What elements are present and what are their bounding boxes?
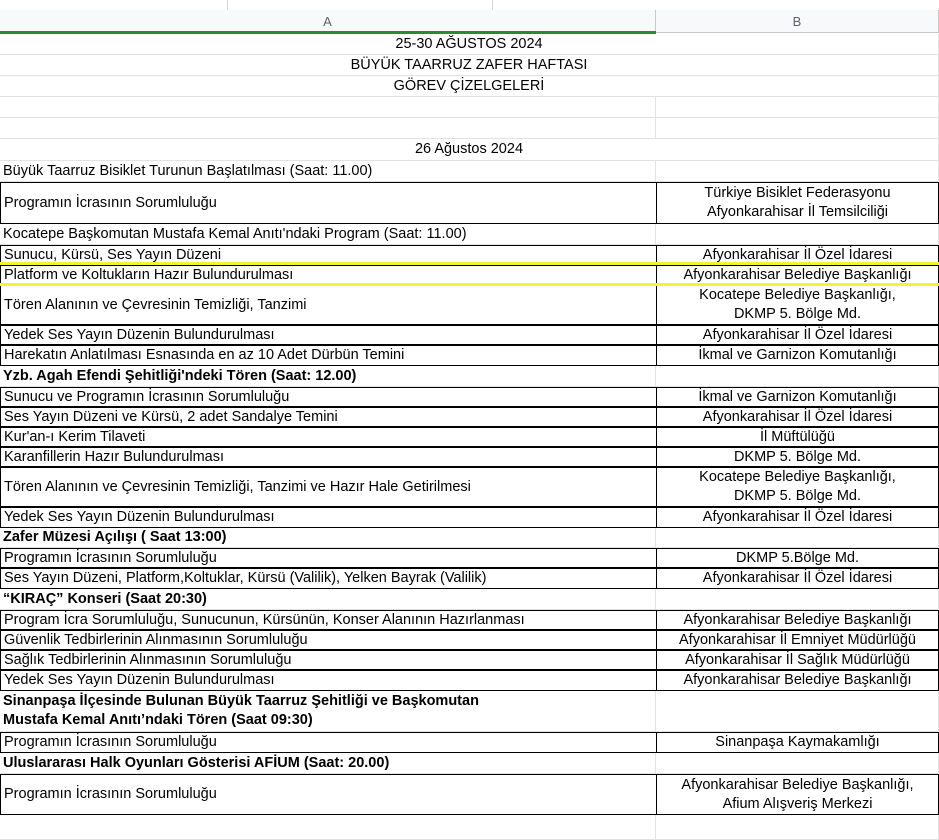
table-row: [0, 182, 939, 224]
task-cell[interactable]: Sunucu ve Programın İcrasının Sorumluluğu: [0, 387, 656, 407]
section-title[interactable]: Büyük Taarruz Bisiklet Turunun Başlatılması (Saat: 11.00): [0, 161, 656, 182]
task-cell[interactable]: Yedek Ses Yayın Düzenin Bulundurulması: [0, 670, 656, 691]
table-row: [0, 97, 939, 118]
task-cell[interactable]: Sağlık Tedbirlerinin Alınmasının Sorumluluğu: [0, 650, 656, 670]
highlight-line: [0, 283, 939, 286]
responsible-cell[interactable]: Afyonkarahisar İl Özel İdaresi: [656, 507, 939, 528]
table-row: [0, 345, 939, 366]
empty-cell[interactable]: [656, 528, 939, 548]
table-row: [0, 650, 939, 670]
task-cell[interactable]: Güvenlik Tedbirlerinin Alınmasının Sorumluluğu: [0, 630, 656, 650]
section-header-row: [0, 753, 939, 774]
title-date-range[interactable]: 25-30 AĞUSTOS 2024: [0, 34, 939, 55]
responsible-cell[interactable]: İkmal ve Garnizon Komutanlığı: [656, 345, 939, 366]
task-cell[interactable]: Kur'an-ı Kerim Tilaveti: [0, 427, 656, 447]
responsible-line: Türkiye Bisiklet Federasyonu: [704, 185, 891, 201]
divider: [227, 0, 228, 10]
empty-cell[interactable]: [656, 97, 939, 118]
empty-cell[interactable]: [656, 224, 939, 245]
table-row: [0, 427, 939, 447]
responsible-cell[interactable]: Sinanpaşa Kaymakamlığı: [656, 732, 939, 753]
task-cell[interactable]: Harekatın Anlatılması Esnasında en az 10 Adet Dürbün Temini: [0, 345, 656, 366]
schedule-date[interactable]: 26 Ağustos 2024: [0, 139, 939, 161]
section-title-line: Sinanpaşa İlçesinde Bulunan Büyük Taarruz Şehitliği ve Başkomutan: [3, 693, 479, 709]
empty-cell[interactable]: [656, 691, 939, 732]
table-row: [0, 265, 939, 285]
responsible-cell[interactable]: Afyonkarahisar İl Özel İdaresi: [656, 325, 939, 345]
responsible-cell[interactable]: Afyonkarahisar İl Sağlık Müdürlüğü: [656, 650, 939, 670]
responsible-cell[interactable]: [656, 774, 939, 815]
responsible-cell[interactable]: Afyonkarahisar Belediye Başkanlığı: [656, 670, 939, 691]
table-row: [0, 285, 939, 325]
section-header-row: [0, 589, 939, 610]
empty-cell[interactable]: [0, 118, 656, 139]
responsible-cell[interactable]: Afyonkarahisar İl Emniyet Müdürlüğü: [656, 630, 939, 650]
table-row: [0, 467, 939, 507]
section-title[interactable]: Yzb. Agah Efendi Şehitliği'ndeki Tören (Saat: 12.00): [0, 366, 656, 387]
table-row: [0, 815, 939, 840]
toolbar-edge: [0, 0, 939, 10]
table-row: [0, 55, 939, 76]
responsible-cell[interactable]: Afyonkarahisar Belediye Başkanlığı: [656, 610, 939, 630]
section-title[interactable]: [0, 691, 656, 732]
section-title[interactable]: Uluslararası Halk Oyunları Gösterisi AFİUM (Saat: 20.00): [0, 753, 656, 774]
responsible-cell[interactable]: İkmal ve Garnizon Komutanlığı: [656, 387, 939, 407]
table-row: [0, 76, 939, 97]
column-header-a[interactable]: A: [0, 10, 656, 33]
table-row: [0, 670, 939, 691]
table-row: [0, 447, 939, 467]
section-title[interactable]: Zafer Müzesi Açılışı ( Saat 13:00): [0, 528, 656, 548]
section-header-row: [0, 224, 939, 245]
divider: [492, 0, 493, 10]
responsible-line: DKMP 5. Bölge Md.: [733, 488, 862, 504]
task-cell[interactable]: Karanfillerin Hazır Bulundurulması: [0, 447, 656, 467]
task-cell[interactable]: Programın İcrasının Sorumluluğu: [0, 548, 656, 568]
table-row: [0, 568, 939, 589]
section-title[interactable]: “KIRAÇ” Konseri (Saat 20:30): [0, 589, 656, 610]
section-title-line: Mustafa Kemal Anıtı’ndaki Tören (Saat 09:30): [3, 712, 313, 728]
empty-cell[interactable]: [0, 815, 656, 840]
responsible-cell[interactable]: DKMP 5. Bölge Md.: [656, 447, 939, 467]
table-row: [0, 507, 939, 528]
responsible-cell[interactable]: İl Müftülüğü: [656, 427, 939, 447]
title-event[interactable]: BÜYÜK TAARRUZ ZAFER HAFTASI: [0, 55, 939, 76]
responsible-cell[interactable]: DKMP 5.Bölge Md.: [656, 548, 939, 568]
empty-cell[interactable]: [656, 366, 939, 387]
table-row: [0, 139, 939, 161]
responsible-cell[interactable]: Afyonkarahisar İl Özel İdaresi: [656, 245, 939, 265]
section-title[interactable]: Kocatepe Başkomutan Mustafa Kemal Anıtı'ndaki Program (Saat: 11.00): [0, 224, 656, 245]
task-cell[interactable]: Programın İcrasının Sorumluluğu: [0, 774, 656, 815]
responsible-line: Kocatepe Belediye Başkanlığı,: [699, 287, 896, 303]
responsible-line: DKMP 5. Bölge Md.: [733, 306, 862, 322]
task-cell[interactable]: Ses Yayın Düzeni, Platform,Koltuklar, Kürsü (Valilik), Yelken Bayrak (Valilik): [0, 568, 656, 589]
task-cell[interactable]: Platform ve Koltukların Hazır Bulundurulması: [0, 265, 656, 285]
section-header-row: [0, 528, 939, 548]
highlight-line: [0, 262, 939, 265]
title-schedule[interactable]: GÖREV ÇİZELGELERİ: [0, 76, 939, 97]
responsible-cell[interactable]: Afyonkarahisar Belediye Başkanlığı: [656, 265, 939, 285]
table-row: [0, 407, 939, 427]
responsible-line: Afyonkarahisar İl Temsilciliği: [706, 204, 889, 220]
task-cell[interactable]: Programın İcrasının Sorumluluğu: [0, 182, 656, 224]
table-row: [0, 774, 939, 815]
empty-cell[interactable]: [656, 118, 939, 139]
task-cell[interactable]: Ses Yayın Düzeni ve Kürsü, 2 adet Sandalye Temini: [0, 407, 656, 427]
table-row: [0, 548, 939, 568]
responsible-cell[interactable]: [656, 467, 939, 507]
responsible-cell[interactable]: Afyonkarahisar İl Özel İdaresi: [656, 568, 939, 589]
responsible-cell[interactable]: [656, 182, 939, 224]
section-header-row: [0, 691, 939, 732]
empty-cell[interactable]: [656, 161, 939, 182]
task-cell[interactable]: Tören Alanının ve Çevresinin Temizliği, Tanzimi: [0, 285, 656, 325]
table-row: [0, 630, 939, 650]
task-cell[interactable]: Yedek Ses Yayın Düzenin Bulundurulması: [0, 507, 656, 528]
column-header-b[interactable]: B: [656, 10, 939, 33]
responsible-line: Kocatepe Belediye Başkanlığı,: [699, 469, 896, 485]
responsible-line: Afium Alışveriş Merkezi: [722, 795, 873, 812]
empty-cell[interactable]: [656, 753, 939, 774]
table-row: [0, 610, 939, 630]
task-cell[interactable]: Program İcra Sorumluluğu, Sunucunun, Kürsünün, Konser Alanının Hazırlanması: [0, 610, 656, 630]
empty-cell[interactable]: [0, 97, 656, 118]
task-cell[interactable]: Sunucu, Kürsü, Ses Yayın Düzeni: [0, 245, 656, 265]
table-row: [0, 118, 939, 139]
empty-cell[interactable]: [656, 815, 939, 840]
section-header-row: [0, 366, 939, 387]
table-row: [0, 34, 939, 55]
responsible-cell[interactable]: Afyonkarahisar İl Özel İdaresi: [656, 407, 939, 427]
table-row: [0, 325, 939, 345]
task-cell[interactable]: Programın İcrasının Sorumluluğu: [0, 732, 656, 753]
table-row: [0, 732, 939, 753]
table-row: [0, 387, 939, 407]
responsible-line: Afyonkarahisar Belediye Başkanlığı,: [681, 776, 914, 793]
task-cell[interactable]: Tören Alanının ve Çevresinin Temizliği, Tanzimi ve Hazır Hale Getirilmesi: [0, 467, 656, 507]
task-cell[interactable]: Yedek Ses Yayın Düzenin Bulundurulması: [0, 325, 656, 345]
empty-cell[interactable]: [656, 589, 939, 610]
section-header-row: [0, 161, 939, 182]
responsible-cell[interactable]: [656, 285, 939, 325]
